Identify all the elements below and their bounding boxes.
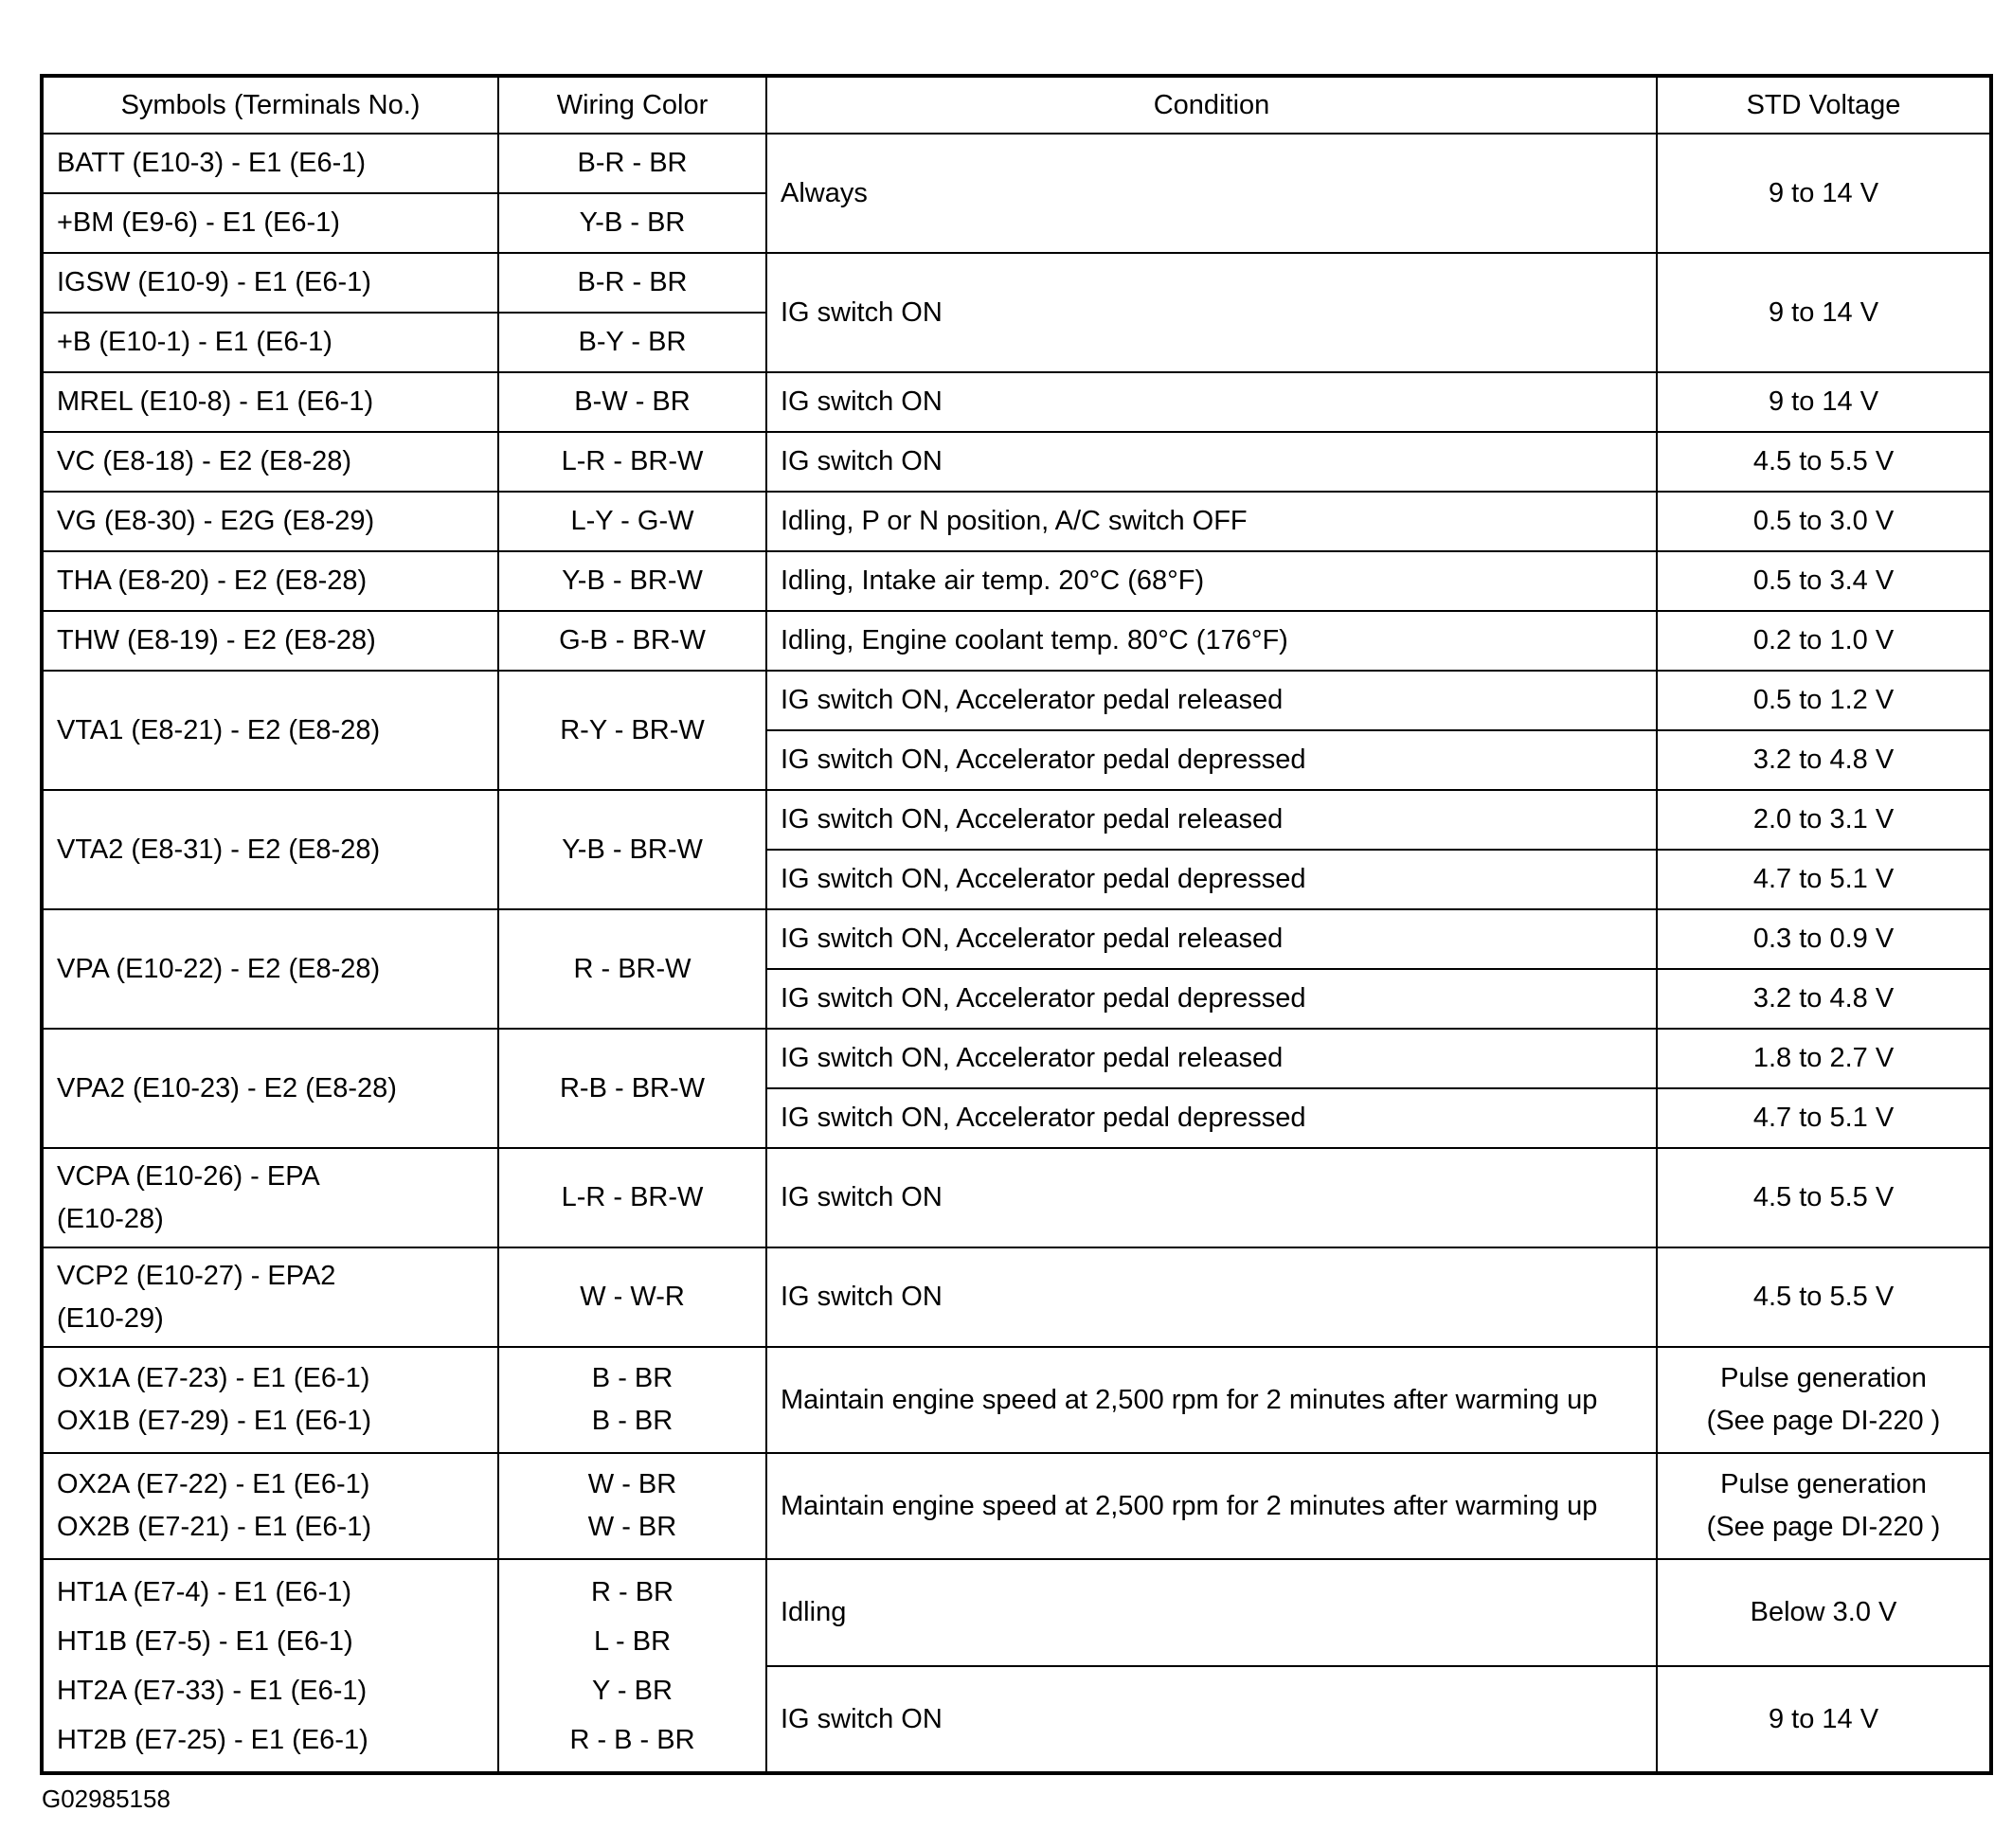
voltage-cell: 9 to 14 V <box>1657 253 1991 372</box>
condition-cell: Idling, Intake air temp. 20°C (68°F) <box>766 551 1657 611</box>
condition-cell: Idling <box>766 1559 1657 1666</box>
symbol-cell <box>42 1347 498 1453</box>
voltage-cell: 3.2 to 4.8 V <box>1657 969 1991 1029</box>
condition-cell: Maintain engine speed at 2,500 rpm for 2 minutes after warming up <box>766 1453 1657 1559</box>
voltage-cell: 4.5 to 5.5 V <box>1657 1247 1991 1347</box>
symbol-cell: VC (E8-18) - E2 (E8-28) <box>42 432 498 492</box>
symbol-line: (E10-28) <box>57 1203 164 1234</box>
table-row <box>42 909 1991 969</box>
symbol-cell <box>42 1148 498 1247</box>
wiring-line: R - B - BR <box>569 1724 695 1755</box>
voltage-cell: 4.7 to 5.1 V <box>1657 850 1991 909</box>
symbol-line: HT2B (E7-25) - E1 (E6-1) <box>57 1724 368 1755</box>
table-row <box>42 611 1991 671</box>
symbol-cell: +BM (E9-6) - E1 (E6-1) <box>42 193 498 253</box>
symbol-cell: VPA2 (E10-23) - E2 (E8-28) <box>42 1029 498 1148</box>
table-row <box>42 1559 1991 1666</box>
voltage-cell: 9 to 14 V <box>1657 1666 1991 1773</box>
voltage-cell: 0.3 to 0.9 V <box>1657 909 1991 969</box>
wiring-cell: B-R - BR <box>498 253 766 313</box>
voltage-cell: 2.0 to 3.1 V <box>1657 790 1991 850</box>
wiring-line: Y - BR <box>592 1675 673 1706</box>
wiring-cell: R - BR-W <box>498 909 766 1029</box>
col-header-wiring-color: Wiring Color <box>498 76 766 134</box>
symbol-line: OX1A (E7-23) - E1 (E6-1) <box>57 1363 370 1393</box>
table-row <box>42 432 1991 492</box>
symbol-cell: +B (E10-1) - E1 (E6-1) <box>42 313 498 372</box>
wiring-line: W - BR <box>587 1512 677 1542</box>
wiring-line: B - BR <box>591 1406 674 1436</box>
table-body <box>42 134 1991 1773</box>
wiring-cell: G-B - BR-W <box>498 611 766 671</box>
wiring-cell: R-Y - BR-W <box>498 671 766 790</box>
condition-cell: IG switch ON <box>766 1148 1657 1247</box>
condition-cell: IG switch ON, Accelerator pedal depressed <box>766 1088 1657 1148</box>
wiring-cell: Y-B - BR <box>498 193 766 253</box>
wiring-line: W - BR <box>587 1469 677 1499</box>
condition-cell: IG switch ON, Accelerator pedal released <box>766 1029 1657 1088</box>
condition-cell: IG switch ON, Accelerator pedal released <box>766 671 1657 730</box>
condition-cell: IG switch ON, Accelerator pedal released <box>766 909 1657 969</box>
symbol-line: OX2A (E7-22) - E1 (E6-1) <box>57 1469 370 1499</box>
voltage-line: Pulse generation <box>1720 1363 1927 1393</box>
voltage-cell: 0.5 to 3.4 V <box>1657 551 1991 611</box>
wiring-cell: B-Y - BR <box>498 313 766 372</box>
wiring-cell: L-R - BR-W <box>498 1148 766 1247</box>
table-row <box>42 1247 1991 1347</box>
condition-cell: IG switch ON <box>766 372 1657 432</box>
terminal-voltage-table <box>40 74 1993 1775</box>
table-row <box>42 1148 1991 1247</box>
symbol-cell: MREL (E10-8) - E1 (E6-1) <box>42 372 498 432</box>
symbol-cell: THW (E8-19) - E2 (E8-28) <box>42 611 498 671</box>
symbol-cell: BATT (E10-3) - E1 (E6-1) <box>42 134 498 193</box>
wiring-cell: Y-B - BR-W <box>498 551 766 611</box>
figure-id: G02985158 <box>42 1785 171 1813</box>
wiring-cell: L-R - BR-W <box>498 432 766 492</box>
condition-cell: IG switch ON, Accelerator pedal released <box>766 790 1657 850</box>
condition-cell: Idling, Engine coolant temp. 80°C (176°F) <box>766 611 1657 671</box>
symbol-line: HT1A (E7-4) - E1 (E6-1) <box>57 1576 352 1607</box>
table-row <box>42 1453 1991 1559</box>
wiring-cell <box>498 1453 766 1559</box>
symbol-line: HT2A (E7-33) - E1 (E6-1) <box>57 1675 368 1706</box>
wiring-cell: B-W - BR <box>498 372 766 432</box>
table-row <box>42 671 1991 730</box>
voltage-cell <box>1657 1453 1991 1559</box>
voltage-cell: 9 to 14 V <box>1657 372 1991 432</box>
voltage-cell: 1.8 to 2.7 V <box>1657 1029 1991 1088</box>
voltage-line: Pulse generation <box>1720 1469 1927 1499</box>
table-row <box>42 1029 1991 1088</box>
wiring-cell: L-Y - G-W <box>498 492 766 551</box>
condition-cell: Maintain engine speed at 2,500 rpm for 2 minutes after warming up <box>766 1347 1657 1453</box>
voltage-line: (See page DI-220 ) <box>1706 1406 1941 1436</box>
symbol-cell <box>42 1559 498 1773</box>
table-header <box>42 76 1991 134</box>
symbol-line: VCPA (E10-26) - EPA <box>57 1160 320 1192</box>
symbol-cell: VG (E8-30) - E2G (E8-29) <box>42 492 498 551</box>
table-row <box>42 1347 1991 1453</box>
table-row <box>42 253 1991 313</box>
symbol-cell: IGSW (E10-9) - E1 (E6-1) <box>42 253 498 313</box>
symbol-line: VCP2 (E10-27) - EPA2 <box>57 1260 336 1291</box>
symbol-cell <box>42 1247 498 1347</box>
voltage-cell: 4.5 to 5.5 V <box>1657 1148 1991 1247</box>
symbol-cell: THA (E8-20) - E2 (E8-28) <box>42 551 498 611</box>
table-row <box>42 492 1991 551</box>
voltage-cell: 4.5 to 5.5 V <box>1657 432 1991 492</box>
wiring-line: B - BR <box>591 1363 674 1393</box>
header-row <box>42 76 1991 134</box>
table-row <box>42 551 1991 611</box>
col-header-condition: Condition <box>766 76 1657 134</box>
voltage-cell: 9 to 14 V <box>1657 134 1991 253</box>
symbol-line: HT1B (E7-5) - E1 (E6-1) <box>57 1625 353 1657</box>
col-header-std-voltage: STD Voltage <box>1657 76 1991 134</box>
condition-cell: Idling, P or N position, A/C switch OFF <box>766 492 1657 551</box>
wiring-line: R - BR <box>591 1576 674 1607</box>
symbol-line: OX1B (E7-29) - E1 (E6-1) <box>57 1406 371 1436</box>
voltage-cell: 0.5 to 3.0 V <box>1657 492 1991 551</box>
wiring-line: L - BR <box>593 1625 672 1657</box>
voltage-cell: 4.7 to 5.1 V <box>1657 1088 1991 1148</box>
symbol-cell <box>42 1453 498 1559</box>
condition-cell: IG switch ON <box>766 1247 1657 1347</box>
voltage-line: (See page DI-220 ) <box>1706 1512 1941 1542</box>
wiring-cell: W - W-R <box>498 1247 766 1347</box>
condition-cell: IG switch ON <box>766 253 1657 372</box>
voltage-cell: 3.2 to 4.8 V <box>1657 730 1991 790</box>
condition-cell: IG switch ON, Accelerator pedal depressed <box>766 850 1657 909</box>
voltage-cell: Below 3.0 V <box>1657 1559 1991 1666</box>
wiring-cell: Y-B - BR-W <box>498 790 766 909</box>
symbol-cell: VPA (E10-22) - E2 (E8-28) <box>42 909 498 1029</box>
voltage-cell <box>1657 1347 1991 1453</box>
table-row <box>42 790 1991 850</box>
condition-cell: IG switch ON, Accelerator pedal depressed <box>766 730 1657 790</box>
symbol-cell: VTA1 (E8-21) - E2 (E8-28) <box>42 671 498 790</box>
wiring-cell <box>498 1559 766 1773</box>
table-row <box>42 372 1991 432</box>
symbol-line: (E10-29) <box>57 1302 164 1334</box>
table-row <box>42 134 1991 193</box>
condition-cell: IG switch ON <box>766 1666 1657 1773</box>
voltage-cell: 0.5 to 1.2 V <box>1657 671 1991 730</box>
symbol-cell: VTA2 (E8-31) - E2 (E8-28) <box>42 790 498 909</box>
voltage-cell: 0.2 to 1.0 V <box>1657 611 1991 671</box>
condition-cell: IG switch ON, Accelerator pedal depressed <box>766 969 1657 1029</box>
condition-cell: Always <box>766 134 1657 253</box>
col-header-symbols: Symbols (Terminals No.) <box>42 76 498 134</box>
wiring-cell: B-R - BR <box>498 134 766 193</box>
wiring-cell <box>498 1347 766 1453</box>
wiring-cell: R-B - BR-W <box>498 1029 766 1148</box>
symbol-line: OX2B (E7-21) - E1 (E6-1) <box>57 1512 371 1542</box>
condition-cell: IG switch ON <box>766 432 1657 492</box>
